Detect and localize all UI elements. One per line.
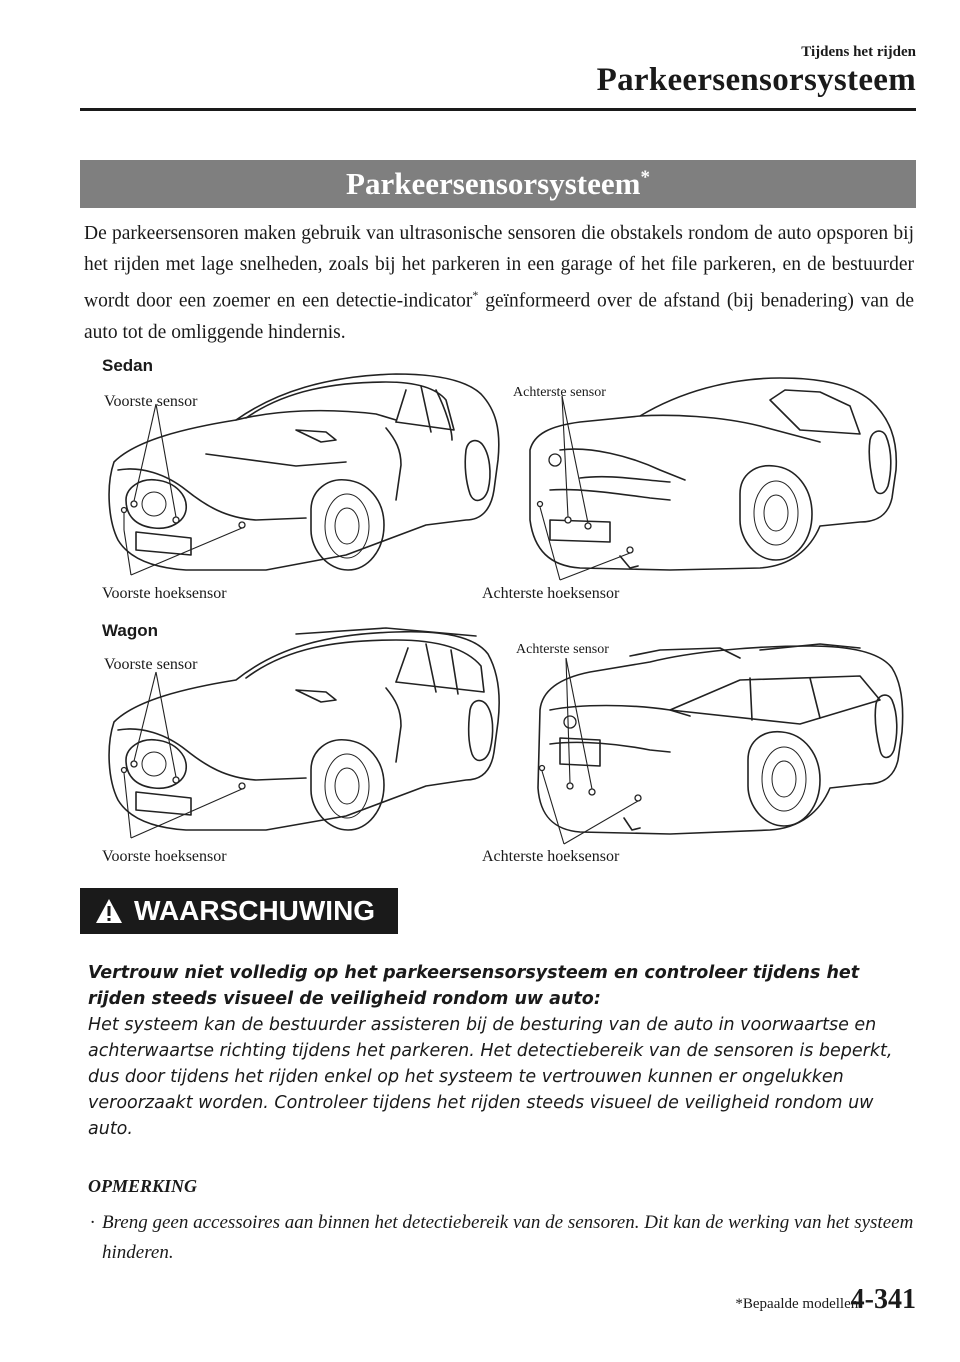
header-rule: [80, 108, 916, 111]
warning-triangle-icon: [94, 897, 124, 925]
warning-banner: [80, 888, 398, 934]
page-number: 4-341: [850, 1284, 916, 1315]
wagon-rear-sensor-label: Achterste sensor: [516, 642, 609, 657]
section-banner: [80, 160, 916, 208]
sedan-rear-illustration: [520, 370, 910, 585]
sedan-label: Sedan: [102, 356, 154, 375]
wagon-label: Wagon: [102, 621, 159, 640]
sedan-rear-sensor-label: Achterste sensor: [513, 385, 606, 400]
sedan-front-sensor-label: Voorste sensor: [104, 393, 198, 410]
wagon-front-corner-sensor-label: Voorste hoeksensor: [102, 848, 227, 865]
footnote: *Bepaalde modellen.: [735, 1296, 862, 1312]
intro-text-1: De parkeersensoren maken gebruik van ultrasonische sensoren die obstakels rondom de auto opsporen bij het rijden met lage snelheden, zoals bij het parkeren in een garage of het file parkeren, en de bestuurder wordt door een zoemer en een detectie-indicator: [84, 223, 914, 312]
chapter-title: Parkeersensorsysteem: [596, 62, 916, 98]
note-item-text: Breng geen accessoires aan binnen het detectiebereik van de sensoren. Dit kan de werking van het systeem hinderen.: [102, 1212, 914, 1263]
wagon-front-sensor-label: Voorste sensor: [104, 656, 198, 673]
sedan-rear-corner-sensor-label: Achterste hoeksensor: [482, 585, 620, 602]
banner-title: Parkeersensorsysteem: [346, 166, 641, 201]
warning-body: Het systeem kan de bestuurder assisteren bij de besturing van de auto in voorwaartse en achterwaartse richting tijdens het parkeren. Het detectiebereik van de sensoren is beperkt, dus door tijdens het rijden enkel op het systeem te vertrouwen kunnen er ongelukken veroorzaakt worden. Controleer tijdens het rijden steeds visueel de veiligheid rondom uw auto.: [88, 1015, 893, 1139]
sedan-front-corner-sensor-label: Voorste hoeksensor: [102, 585, 227, 602]
note-bullet: ·: [90, 1212, 95, 1233]
note-item: [90, 1208, 914, 1268]
banner-asterisk: *: [640, 167, 650, 188]
section-header: Tijdens het rijden: [801, 44, 916, 60]
wagon-rear-illustration: [520, 640, 910, 848]
intro-text-2: geïnformeerd over de afstand (bij benadering) van de auto tot de omliggende hindernis.: [84, 290, 914, 343]
intro-paragraph: [84, 218, 914, 348]
intro-asterisk: *: [472, 288, 479, 302]
wagon-rear-corner-sensor-label: Achterste hoeksensor: [482, 848, 620, 865]
warning-text: [88, 960, 908, 1142]
warning-lead: Vertrouw niet volledig op het parkeersensorsysteem en controleer tijdens het rijden steeds visueel de veiligheid rondom uw auto:: [88, 963, 860, 1009]
note-heading: OPMERKING: [88, 1176, 198, 1196]
warning-label: WAARSCHUWING: [134, 895, 376, 926]
